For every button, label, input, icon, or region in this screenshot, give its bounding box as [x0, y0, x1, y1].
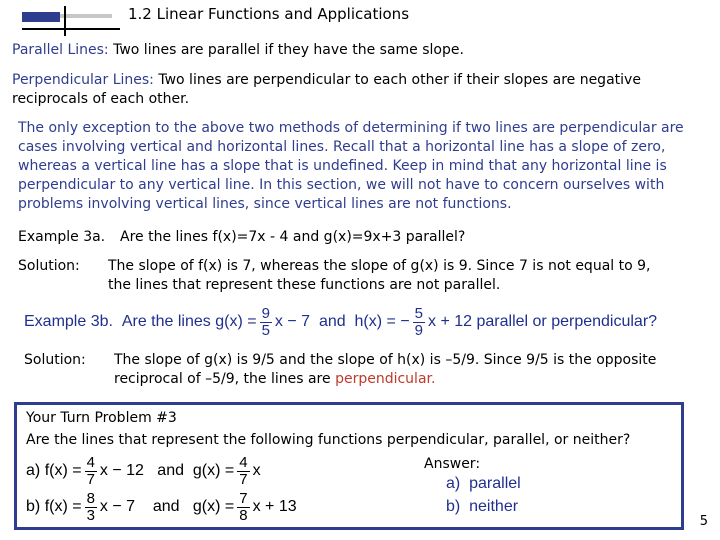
answer-a-text: parallel	[469, 475, 521, 492]
example-3b-solution-line1: The slope of g(x) is 9/5 and the slope of h(x) is –5/9. Since 9/5 is the opposite	[114, 352, 657, 368]
exception-line: The only exception to the above two methods of determining if two lines are perpendicular are	[18, 120, 684, 136]
exception-line: perpendicular to any vertical line. In this section, we will not have to concern ourselves with	[18, 177, 665, 193]
problem-a-f-denominator: 7	[86, 470, 95, 488]
perpendicular-answer: perpendicular.	[335, 371, 436, 387]
example-3a-solution-label: Solution:	[18, 258, 80, 274]
perpendicular-definition	[12, 71, 641, 90]
problem-a-g-numerator: 4	[239, 453, 248, 471]
problem-b-and: and	[152, 498, 180, 515]
problem-b-g-denominator: 8	[239, 506, 248, 524]
exception-paragraph	[18, 119, 684, 214]
problem-a-f-fraction	[85, 455, 97, 488]
answer-label: Answer:	[424, 456, 481, 472]
h-slope-fraction	[413, 306, 425, 339]
g-rest: x − 7	[274, 313, 311, 330]
problem-a-g-rest: x	[252, 462, 261, 479]
example-3a-solution-line2: the lines that represent these functions are not parallel.	[108, 277, 501, 293]
problem-a	[26, 452, 261, 490]
exception-line: whereas a vertical line has a slope that is undefined. Keep in mind that any horizontal line is	[18, 158, 667, 174]
header-horizontal-rule	[22, 28, 120, 30]
problem-b-g-fraction	[237, 491, 249, 524]
h-rest: x + 12	[428, 313, 473, 330]
answer-b-label: b)	[446, 498, 461, 515]
header-accent-gray	[60, 14, 112, 18]
your-turn-title: Your Turn Problem #3	[26, 410, 177, 426]
perpendicular-label: Perpendicular Lines:	[12, 72, 154, 88]
example-3b-and: and	[318, 313, 346, 330]
answer-b	[446, 498, 518, 516]
header-vertical-rule	[64, 6, 66, 36]
example-3b-label: Example 3b.	[24, 313, 113, 330]
example-3a-label: Example 3a.	[18, 229, 106, 245]
problem-a-f-numerator: 4	[86, 453, 95, 471]
problem-b-g-rest: x + 13	[252, 498, 297, 515]
page-number: 5	[699, 514, 708, 529]
your-turn-question: Are the lines that represent the following functions perpendicular, parallel, or neither?	[26, 432, 631, 448]
g-numerator: 9	[261, 304, 270, 322]
h-lhs: h(x) = −	[354, 313, 410, 330]
example-3b-solution-label: Solution:	[24, 352, 86, 368]
h-denominator: 9	[414, 321, 424, 339]
problem-b-label: b)	[26, 498, 41, 515]
solution-line2-text: reciprocal of –5/9, the lines are	[114, 371, 331, 387]
page-title: 1.2 Linear Functions and Applications	[128, 5, 410, 23]
problem-a-g-lhs: g(x) =	[192, 462, 235, 479]
g-denominator: 5	[261, 321, 270, 339]
example-3b-post: parallel or perpendicular?	[476, 313, 658, 330]
problem-a-g-fraction	[237, 455, 249, 488]
problem-a-f-rest: x − 12	[99, 462, 144, 479]
problem-b-f-lhs: f(x) =	[44, 498, 82, 515]
problem-b-g-numerator: 7	[239, 489, 248, 507]
exception-line: problems involving vertical lines, since vertical lines are not functions.	[18, 196, 512, 212]
problem-a-and: and	[157, 462, 184, 479]
example-3b-question	[24, 302, 657, 342]
problem-a-g-denominator: 7	[239, 470, 248, 488]
answer-b-text: neither	[469, 498, 519, 515]
problem-b	[26, 488, 297, 526]
g-slope-fraction	[260, 306, 272, 339]
g-lhs: g(x) =	[215, 313, 257, 330]
problem-b-f-fraction	[85, 491, 97, 524]
example-3a-solution-line1: The slope of f(x) is 7, whereas the slope of g(x) is 9. Since 7 is not equal to 9,	[108, 258, 651, 274]
parallel-text: Two lines are parallel if they have the same slope.	[113, 42, 464, 58]
header-accent-bar	[22, 12, 60, 22]
h-numerator: 5	[414, 304, 424, 322]
example-3a-question: Are the lines f(x)=7x - 4 and g(x)=9x+3 parallel?	[120, 229, 466, 245]
example-3b-solution-line2	[114, 370, 435, 389]
answer-a-label: a)	[446, 475, 461, 492]
problem-b-f-numerator: 8	[86, 489, 95, 507]
problem-a-label: a)	[26, 462, 41, 479]
perpendicular-line2: reciprocals of each other.	[12, 91, 190, 107]
parallel-definition	[12, 41, 464, 60]
perpendicular-line1: Two lines are perpendicular to each other if their slopes are negative	[158, 72, 641, 88]
problem-b-f-rest: x − 7	[99, 498, 136, 515]
exception-line: cases involving vertical and horizontal lines. Recall that a horizontal line has a slope of zero,	[18, 139, 666, 155]
problem-b-g-lhs: g(x) =	[192, 498, 235, 515]
answer-a	[446, 475, 521, 493]
parallel-label: Parallel Lines:	[12, 42, 109, 58]
problem-a-f-lhs: f(x) =	[44, 462, 82, 479]
problem-b-f-denominator: 3	[86, 506, 95, 524]
example-3b-pre: Are the lines	[121, 313, 211, 330]
